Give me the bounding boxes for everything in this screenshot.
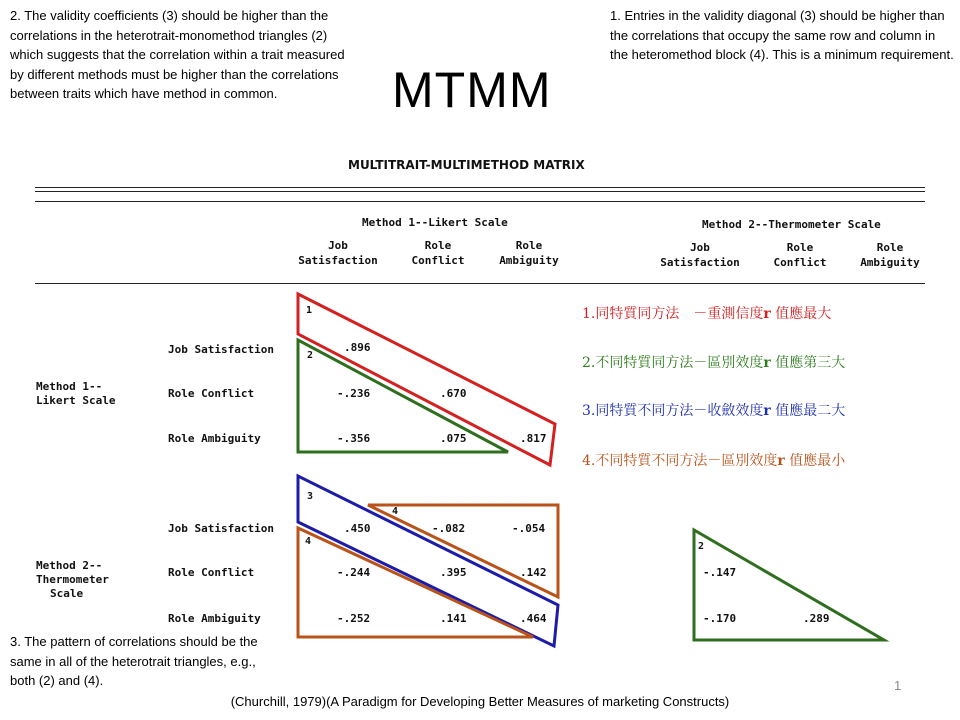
- col-header-line1: Role: [786, 241, 814, 254]
- col-header-line2: Satisfaction: [660, 256, 740, 269]
- slide-title: MTMM: [392, 62, 552, 118]
- col-header-line2: Conflict: [773, 256, 827, 269]
- cell-hm-r2-c3: .142: [520, 566, 547, 579]
- row-label-m1-role-conflict: Role Conflict: [168, 387, 255, 400]
- method1-label-line1: Method 1--: [36, 380, 103, 393]
- cell-m1-r3-c1: -.356: [337, 432, 371, 445]
- legend-text-suffix: 值應最小: [784, 453, 846, 469]
- col-header-line2: Conflict: [411, 254, 465, 267]
- legend-text: 不同特質不同方法－區別效度: [595, 453, 778, 469]
- col-header-line1: Job: [690, 241, 710, 254]
- corner-label-red: 1: [306, 305, 313, 316]
- method1-header: Method 1--Likert Scale: [362, 216, 508, 229]
- legend-r-symbol: r: [777, 453, 785, 469]
- method2-label-line3: Scale: [50, 587, 84, 600]
- legend-item-2: [582, 352, 845, 372]
- method2-label-line1: Method 2--: [36, 559, 103, 572]
- note-2-validity-coefficients: 2. The validity coefficients (3) should be higher than the correlations in the heterotrait-monomethod triangles (2) which suggests that the correlation within a trait measured by different methods must be higher than the correlations between traits which have method in common.: [10, 8, 345, 101]
- corner-label-orange-lower: 4: [305, 536, 312, 547]
- green-heterotrait-monomethod-triangle-m2: [694, 530, 884, 640]
- legend-text: 同特質同方法 －重測信度: [595, 306, 764, 322]
- legend-number: 2.: [582, 355, 596, 371]
- col-header-line1: Role: [424, 239, 452, 252]
- cell-m1-r2-c2: .670: [440, 387, 467, 400]
- row-label-m2-role-conflict: Role Conflict: [168, 566, 255, 579]
- corner-label-green-right: 2: [698, 541, 705, 552]
- legend-item-4: [582, 450, 845, 470]
- legend-r-symbol: r: [763, 355, 771, 371]
- cell-m2-r3-c1: -.170: [703, 612, 737, 625]
- note-3-heterotrait-pattern: 3. The pattern of correlations should be the same in all of the heterotrait triangles, e.g., both (2) and (4).: [10, 634, 258, 688]
- legend-number: 3.: [582, 403, 596, 419]
- legend-text: 同特質不同方法－收斂效度: [595, 403, 764, 419]
- row-label-m1-role-ambiguity: Role Ambiguity: [168, 432, 261, 445]
- orange-heterotrait-heteromethod-lower: [298, 528, 533, 637]
- legend-number: 4.: [582, 453, 596, 469]
- cell-m2-r3-c2: .289: [803, 612, 830, 625]
- cell-hm-r3-c1: -.252: [337, 612, 371, 625]
- corner-label-green: 2: [307, 350, 314, 361]
- row-label-m2-role-ambiguity: Role Ambiguity: [168, 612, 261, 625]
- method2-label-line2: Thermometer: [36, 573, 109, 586]
- legend-text-suffix: 值應最二大: [770, 403, 846, 419]
- cell-m1-r2-c1: -.236: [337, 387, 371, 400]
- cell-hm-r1-c2: -.082: [432, 522, 466, 535]
- cell-m1-r3-c3: .817: [520, 432, 547, 445]
- red-monotrait-monomethod-shape: [298, 294, 555, 465]
- col-header-line1: Role: [876, 241, 904, 254]
- legend-text-suffix: 值應最大: [770, 306, 832, 322]
- matrix-title: MULTITRAIT-MULTIMETHOD MATRIX: [348, 158, 585, 172]
- legend-r-symbol: r: [763, 403, 771, 419]
- legend-text-suffix: 值應第三大: [770, 355, 846, 371]
- cell-m1-r3-c2: .075: [440, 432, 467, 445]
- page-number: 1: [894, 678, 902, 693]
- method1-label-line2: Likert Scale: [36, 394, 116, 407]
- note-1-validity-diagonal: 1. Entries in the validity diagonal (3) should be higher than the correlations that occupy the same row and column in the heteromethod block (4). This is a minimum requirement.: [610, 8, 954, 62]
- col-header-line2: Satisfaction: [298, 254, 378, 267]
- orange-heterotrait-heteromethod-upper: [368, 505, 558, 597]
- cell-hm-r3-c2: .141: [440, 612, 467, 625]
- citation: (Churchill, 1979)(A Paradigm for Developing Better Measures of marketing Constructs): [230, 694, 730, 709]
- legend-item-1: [582, 303, 831, 323]
- row-label-m2-job-satisfaction: Job Satisfaction: [168, 522, 274, 535]
- legend-number: 1.: [582, 306, 596, 322]
- legend-item-3: [582, 400, 845, 420]
- col-header-line1: Role: [515, 239, 543, 252]
- cell-hm-r2-c1: -.244: [337, 566, 371, 579]
- cell-hm-r1-c3: -.054: [512, 522, 546, 535]
- cell-hm-r3-c3: .464: [520, 612, 547, 625]
- col-header-line2: Ambiguity: [499, 254, 559, 267]
- corner-label-orange: 4: [392, 506, 399, 517]
- cell-hm-r1-c1: .450: [344, 522, 371, 535]
- row-label-m1-job-satisfaction: Job Satisfaction: [168, 343, 274, 356]
- col-header-line1: Job: [328, 239, 348, 252]
- cell-m2-r2-c1: -.147: [703, 566, 737, 579]
- blue-validity-diagonal-shape: [298, 476, 558, 646]
- legend-text: 不同特質同方法－區別效度: [595, 355, 764, 371]
- cell-m1-r1-c1: .896: [344, 341, 371, 354]
- col-header-line2: Ambiguity: [860, 256, 920, 269]
- legend-r-symbol: r: [763, 306, 771, 322]
- corner-label-blue: 3: [307, 491, 314, 502]
- method2-header: Method 2--Thermometer Scale: [702, 218, 881, 231]
- cell-hm-r2-c2: .395: [440, 566, 467, 579]
- green-heterotrait-monomethod-triangle: [298, 340, 508, 452]
